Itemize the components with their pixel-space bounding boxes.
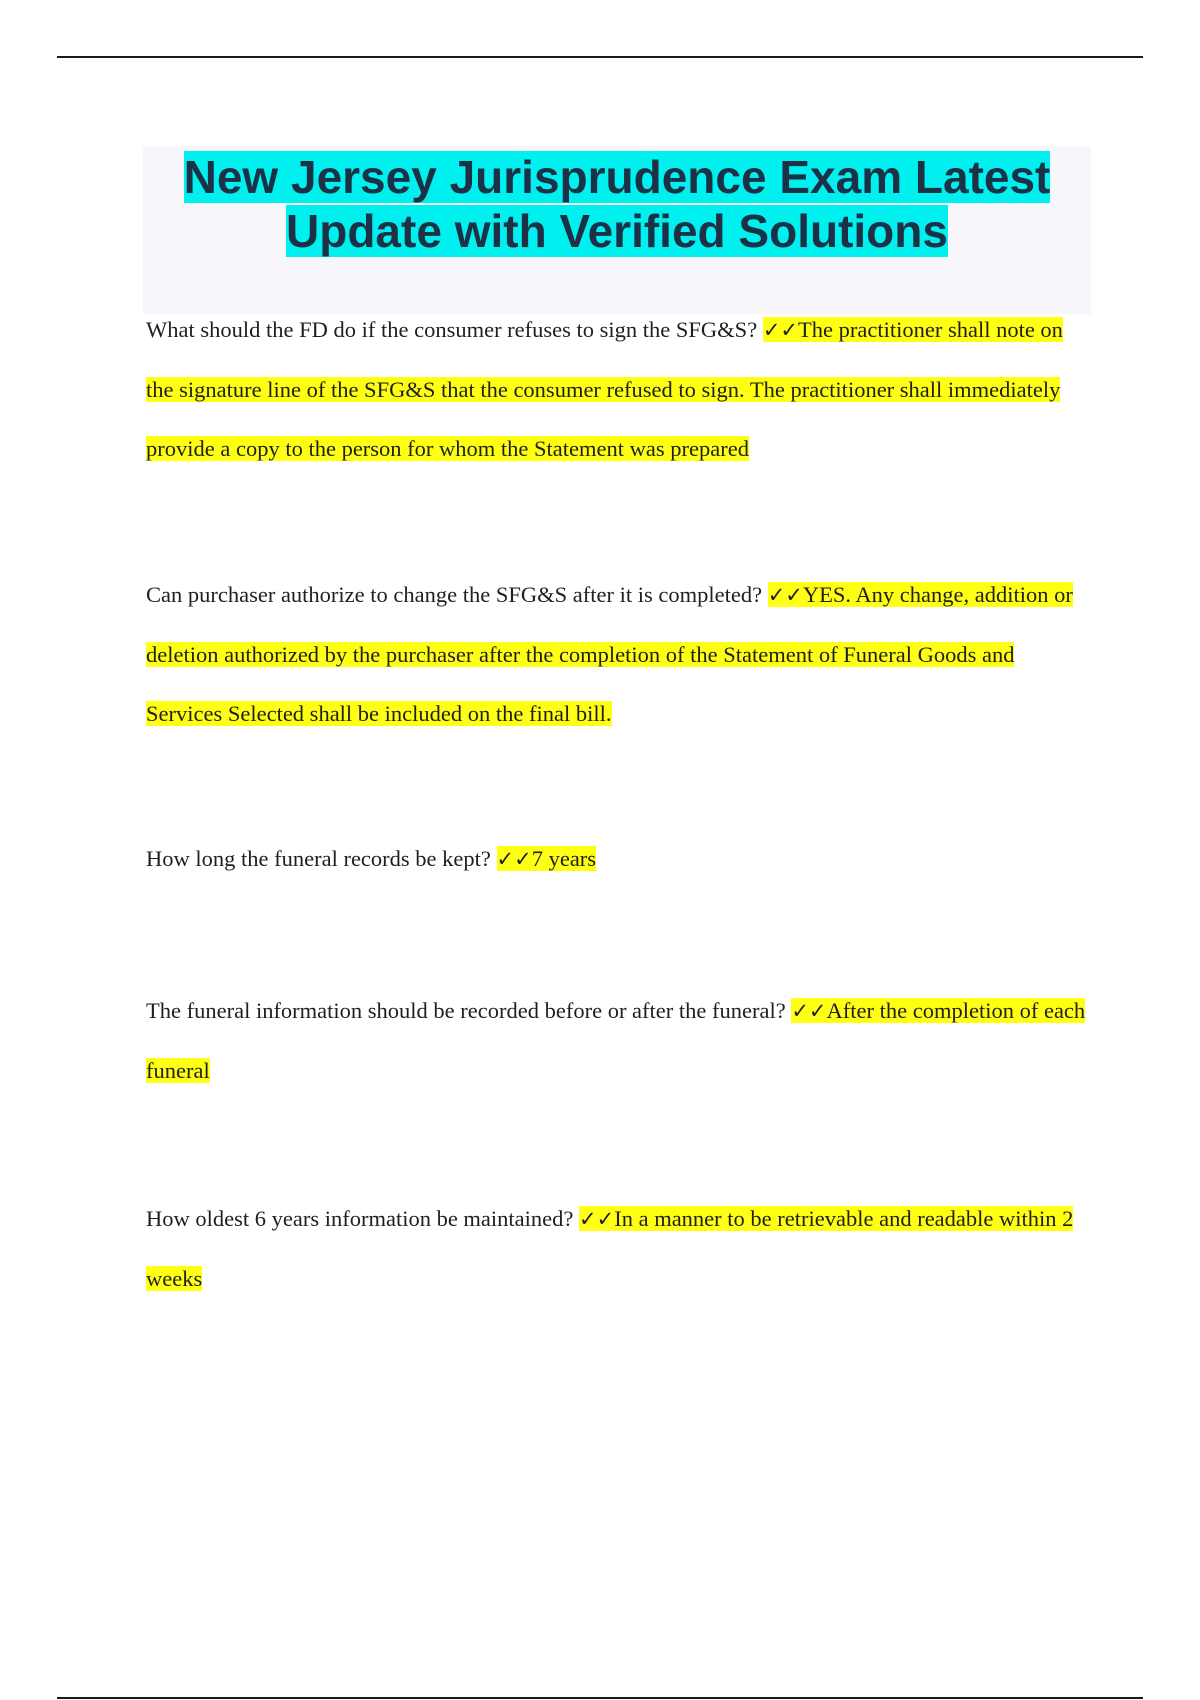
question-text: How long the funeral records be kept?: [146, 846, 491, 871]
answer-text: In a manner to be retrievable and readable within 2 weeks: [146, 1206, 1074, 1291]
double-check-icon: ✓✓: [762, 318, 799, 342]
question-text: Can purchaser authorize to change the SFG&S after it is completed?: [146, 582, 763, 607]
answer-text: YES. Any change, addition or deletion authorized by the purchaser after the completion of the Statement of Funeral Goods and Services Selected shall be included on the final bill.: [146, 582, 1073, 726]
qa-item: [146, 981, 1086, 1100]
question-text: How oldest 6 years information be maintained?: [146, 1206, 574, 1231]
question-text: The funeral information should be recorded before or after the funeral?: [146, 998, 786, 1023]
answer-text: The practitioner shall note on the signature line of the SFG&S that the consumer refused to sign. The practitioner shall immediately provide a copy to the person for whom the Statement was prepared: [146, 317, 1063, 461]
double-check-icon: ✓✓: [791, 999, 827, 1023]
answer-text: 7 years: [531, 846, 597, 871]
qa-item: [146, 565, 1086, 743]
qa-item: [146, 829, 1086, 889]
title-banner: [143, 146, 1091, 314]
qa-item: [146, 300, 1086, 478]
bottom-divider: [57, 1697, 1143, 1699]
title-line-1: New Jersey Jurisprudence Exam Latest: [183, 151, 1051, 203]
double-check-icon: ✓✓: [579, 1207, 615, 1231]
answer-text: After the completion of each funeral: [146, 998, 1086, 1083]
top-divider: [57, 56, 1143, 58]
answer-highlight: [497, 846, 597, 871]
question-text: What should the FD do if the consumer refuses to sign the SFG&S?: [146, 317, 758, 342]
title-line-2: Update with Verified Solutions: [286, 205, 948, 257]
document-title: [143, 146, 1091, 258]
double-check-icon: ✓✓: [767, 583, 803, 607]
double-check-icon: ✓✓: [496, 847, 532, 871]
qa-item: [146, 1189, 1086, 1308]
